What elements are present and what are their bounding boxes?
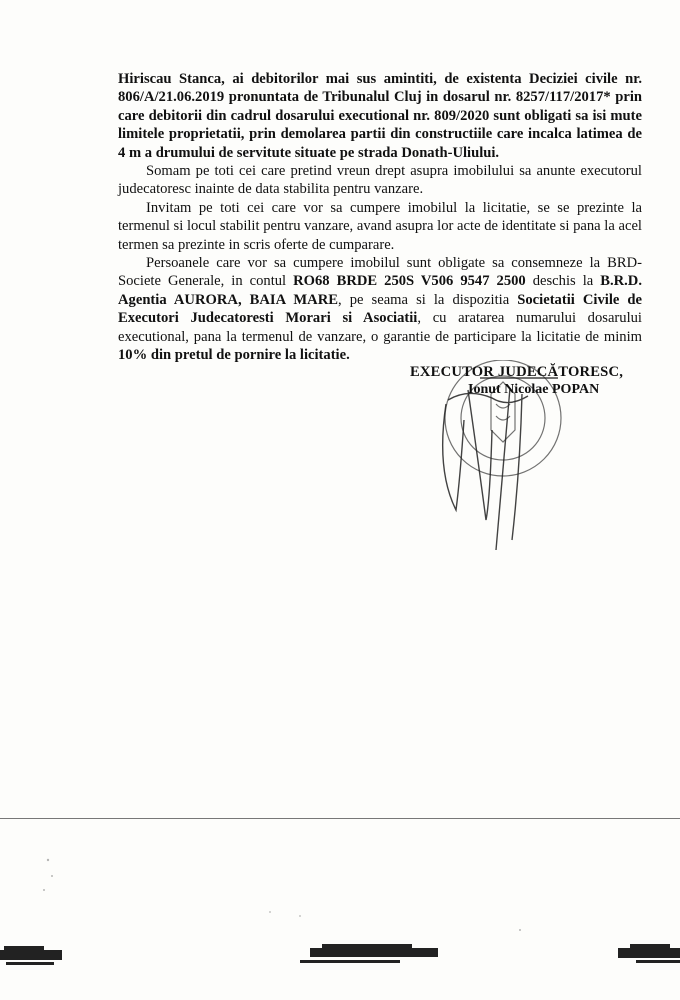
text-run: Societatii Civile de Executori Judecatoresti Morari si Asociatii (118, 291, 643, 327)
signature-name: Ionut Nicolae POPAN (468, 382, 600, 397)
signature-block (408, 360, 648, 560)
text-run: , cu aratarea numarului dosarului executional, pana la termenul de vanzare, o garantie de participare la licitatie de minim (118, 310, 642, 345)
text-run: Invitam pe toti cei care vor sa cumpere imobilul la licitatie, se se prezinte la termenul si locul stabilit pentru vanzare, avand asupra lor acte de identitate si pana la acel termen sa prezinte in scris oferte de cumparare. (118, 199, 642, 253)
document-body (118, 70, 642, 365)
paragraph-1 (118, 70, 642, 162)
text-run: Persoanele care vor sa cumpere imobilul sunt obligate sa consemneze la BRD-Societe Generale, in contul (118, 255, 642, 290)
text-run: , pe seama si la dispozitia (338, 291, 518, 308)
text-run: deschis la (525, 273, 601, 290)
paragraph-3 (118, 199, 642, 254)
text-run: Hiriscau Stanca, ai debitorilor mai sus amintiti, de existenta Deciziei civile nr. 806/A/21.06.2019 pronuntata de Tribunalul Cluj in dosarul nr. 8257/117/2017* prin care debitorii din cadrul dosarului executional nr. 809/2020 sunt obligati sa isi mute limitele proprietatii, prin demolarea partii din constructiile care incalca latimea de 4 m a drumului de servitute situate pe strada Donath-Uliului. (118, 71, 642, 161)
text-run: 10% din pretul de pornire la licitatie. (118, 347, 350, 364)
text-run: RO68 BRDE 250S V506 9547 2500 (293, 273, 526, 290)
text-run: B.R.D. Agentia AURORA, BAIA MARE (118, 273, 642, 308)
footer-divider (0, 818, 680, 819)
scan-noise-artifact (0, 820, 680, 1000)
text-run: Somam pe toti cei care pretind vreun drept asupra imobilului sa anunte executorul judecatoresc inainte de data stabilita pentru vanzare. (118, 163, 642, 198)
signature-title: EXECUTOR JUDECĂTORESC, (410, 364, 624, 380)
paragraph-4 (118, 254, 642, 364)
paragraph-2 (118, 162, 642, 199)
